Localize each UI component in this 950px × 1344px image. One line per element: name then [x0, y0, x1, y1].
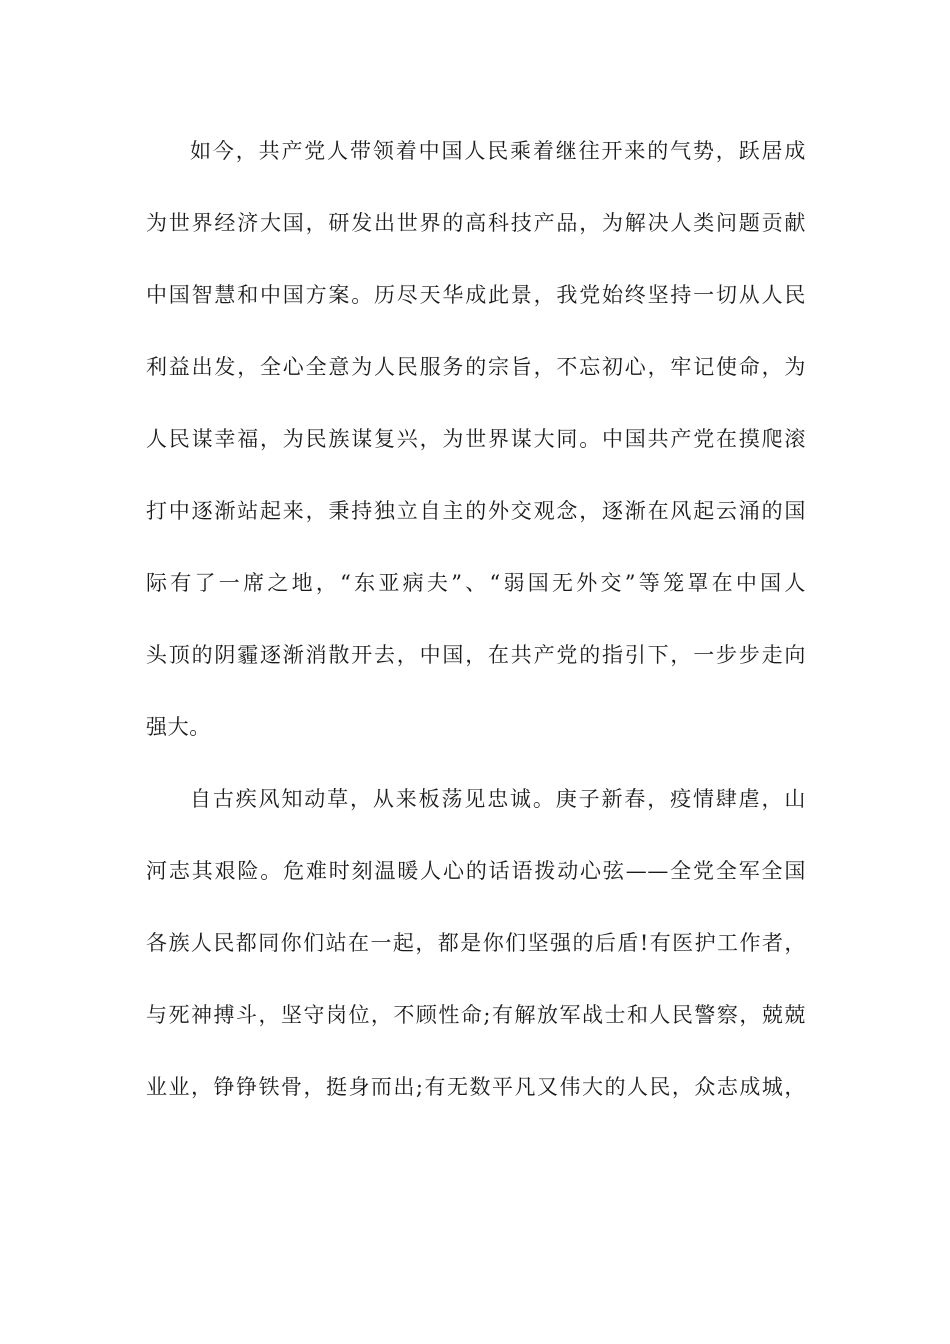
paragraph-2-line-1: 自古疾风知动草，从来板荡见忠诚。庚子新春，疫情肆虐，山 — [190, 787, 806, 811]
paragraph-1-line-3: 中国智慧和中国方案。历尽天华成此景，我党始终坚持一切从人民 — [146, 283, 806, 307]
paragraph-1-line-9: 强大。 — [146, 715, 211, 739]
paragraph-1-line-4: 利益出发，全心全意为人民服务的宗旨，不忘初心，牢记使命，为 — [146, 355, 806, 379]
paragraph-1-line-1: 如今，共产党人带领着中国人民乘着继往开来的气势，跃居成 — [190, 139, 806, 163]
paragraph-1-line-8: 头顶的阴霾逐渐消散开去，中国，在共产党的指引下，一步步走向 — [146, 643, 806, 667]
paragraph-2-line-4: 与死神搏斗，坚守岗位，不顾性命;有解放军战士和人民警察，兢兢 — [146, 1003, 806, 1027]
paragraph-1-line-5: 人民谋幸福，为民族谋复兴，为世界谋大同。中国共产党在摸爬滚 — [146, 427, 806, 451]
paragraph-1-line-6: 打中逐渐站起来，秉持独立自主的外交观念，逐渐在风起云涌的国 — [146, 499, 806, 523]
paragraph-2-line-5: 业业，铮铮铁骨，挺身而出;有无数平凡又伟大的人民，众志成城， — [146, 1075, 806, 1099]
paragraph-1-line-7: 际有了一席之地，“东亚病夫”、“弱国无外交”等笼罩在中国人 — [146, 571, 806, 595]
paragraph-2-line-2: 河志其艰险。危难时刻温暖人心的话语拨动心弦——全党全军全国 — [146, 859, 806, 883]
paragraph-1-line-2: 为世界经济大国，研发出世界的高科技产品，为解决人类问题贡献 — [146, 211, 806, 235]
paragraph-2-line-3: 各族人民都同你们站在一起，都是你们坚强的后盾!有医护工作者， — [146, 931, 806, 955]
